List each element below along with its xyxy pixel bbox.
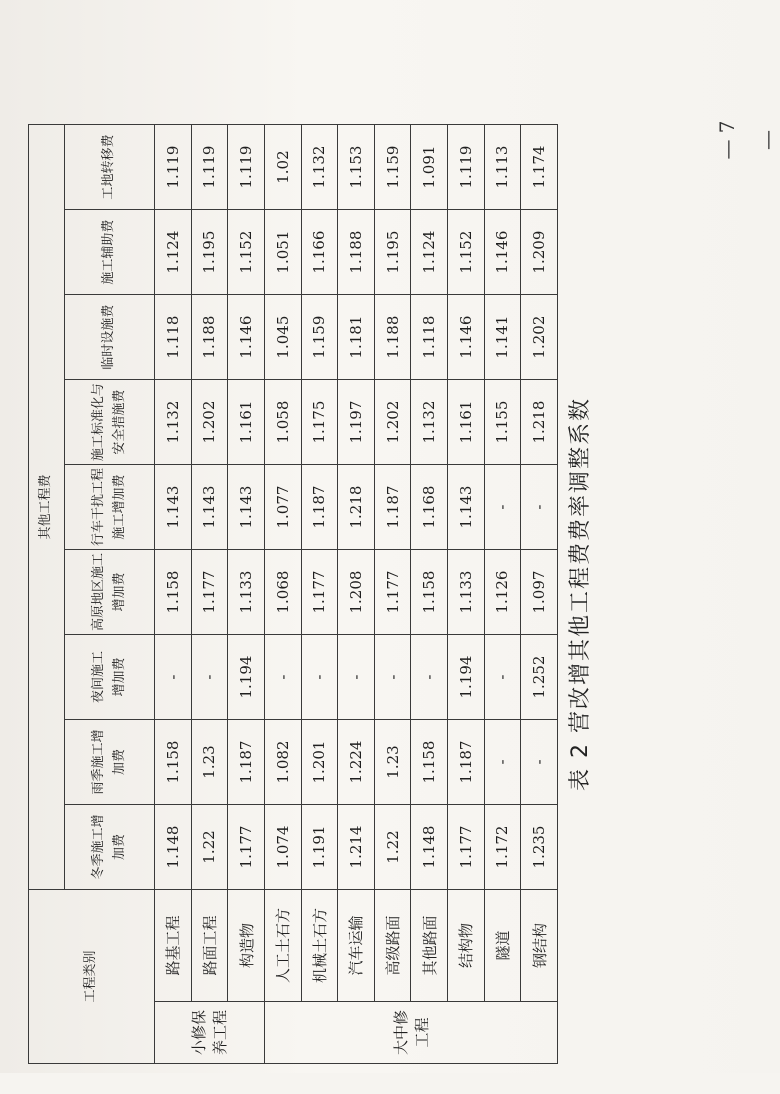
header-col-temporary: 临时设施费 [65,295,155,380]
cell: 1.146 [448,295,485,380]
cell: 1.161 [228,380,265,465]
cell: 1.143 [228,465,265,550]
cell: 1.194 [228,635,265,720]
cell: 1.132 [411,380,448,465]
table-row [448,125,485,1064]
cell: 1.159 [374,125,411,210]
header-col-auxiliary: 施工辅助费 [65,210,155,295]
cell: 1.118 [155,295,192,380]
row-label: 路面工程 [191,889,228,1001]
cell: - [338,635,375,720]
cell: 1.077 [264,465,301,550]
cell: 1.209 [521,210,558,295]
cell: 1.23 [191,720,228,805]
header-group-other-costs: 其他工程费 [29,125,65,890]
cell: - [264,635,301,720]
cell: 1.195 [191,210,228,295]
cell: 1.132 [301,125,338,210]
row-label: 高级路面 [374,889,411,1001]
cell: 1.208 [338,550,375,635]
table-row [191,125,228,1064]
cell: 1.119 [448,125,485,210]
cell: - [374,635,411,720]
table-row [521,125,558,1064]
cell: - [484,465,521,550]
cell: 1.155 [484,380,521,465]
group-label-major-repair: 大中修 工程 [264,1002,557,1064]
cell: 1.177 [228,805,265,890]
cell: 1.119 [155,125,192,210]
cell: 1.068 [264,550,301,635]
cell: 1.158 [155,550,192,635]
cell: - [521,720,558,805]
cell: - [411,635,448,720]
cell: 1.118 [411,295,448,380]
cell: 1.187 [374,465,411,550]
cell: 1.152 [228,210,265,295]
cell: 1.153 [338,125,375,210]
cell: 1.195 [374,210,411,295]
cell: 1.191 [301,805,338,890]
row-label: 结构物 [448,889,485,1001]
cell: 1.119 [228,125,265,210]
cell: 1.187 [301,465,338,550]
rotated-table-page [0,94,618,1094]
cell: 1.174 [521,125,558,210]
row-label: 构造物 [228,889,265,1001]
table-row [301,125,338,1064]
cell: - [191,635,228,720]
page-number: — 7 — [715,120,779,160]
cell: 1.097 [521,550,558,635]
table-title: 表 2 营改增其他工程费费率调整系数 [568,397,593,791]
cell: 1.177 [374,550,411,635]
cell: 1.214 [338,805,375,890]
header-col-transfer: 工地转移费 [65,125,155,210]
cell: 1.133 [448,550,485,635]
cell: 1.252 [521,635,558,720]
header-col-night: 夜间施工 增加费 [65,635,155,720]
cell: 1.158 [155,720,192,805]
row-label: 其他路面 [411,889,448,1001]
row-label: 机械土石方 [301,889,338,1001]
cell: 1.22 [374,805,411,890]
cell: 1.188 [374,295,411,380]
cell: 1.082 [264,720,301,805]
row-label: 人工土石方 [264,889,301,1001]
header-category: 工程类别 [29,889,155,1063]
cell: 1.172 [484,805,521,890]
cell: 1.045 [264,295,301,380]
cell: 1.124 [411,210,448,295]
cell: 1.126 [484,550,521,635]
cell: 1.166 [301,210,338,295]
table-row [374,125,411,1064]
header-col-winter: 冬季施工增 加费 [65,805,155,890]
cell: 1.148 [411,805,448,890]
cell: 1.187 [448,720,485,805]
table-row [411,125,448,1064]
header-col-rain: 雨季施工增 加费 [65,720,155,805]
cell: 1.148 [155,805,192,890]
cell: 1.051 [264,210,301,295]
cell: - [484,720,521,805]
cell: 1.119 [191,125,228,210]
row-label: 路基工程 [155,889,192,1001]
cell: 1.161 [448,380,485,465]
row-label: 汽车运输 [338,889,375,1001]
cell: 1.133 [228,550,265,635]
cell: - [155,635,192,720]
cell: 1.202 [374,380,411,465]
cell: 1.141 [484,295,521,380]
cell: 1.187 [228,720,265,805]
cell: 1.177 [448,805,485,890]
cell: 1.158 [411,550,448,635]
cell: - [521,465,558,550]
row-label: 隧道 [484,889,521,1001]
cell: 1.235 [521,805,558,890]
cell: 1.202 [521,295,558,380]
cell: 1.091 [411,125,448,210]
cell: - [301,635,338,720]
cell: 1.143 [155,465,192,550]
cell: 1.132 [155,380,192,465]
cell: 1.074 [264,805,301,890]
header-col-safety: 施工标准化与 安全措施费 [65,380,155,465]
group-label-maintenance: 小修保 养工程 [155,1002,265,1064]
cell: 1.143 [191,465,228,550]
row-label: 钢结构 [521,889,558,1001]
table-row [264,125,301,1064]
cell: 1.159 [301,295,338,380]
cell: 1.124 [155,210,192,295]
cell: 1.188 [191,295,228,380]
cell: 1.197 [338,380,375,465]
table-row [155,125,192,1064]
header-col-traffic: 行车干扰工程 施工增加费 [65,465,155,550]
cell: 1.113 [484,125,521,210]
cell: 1.143 [448,465,485,550]
cell: 1.202 [191,380,228,465]
header-col-plateau: 高原地区施工 增加费 [65,550,155,635]
cell: 1.201 [301,720,338,805]
cell: 1.02 [264,125,301,210]
cell: 1.188 [338,210,375,295]
adjustment-coefficient-table [28,124,558,1064]
cell: 1.158 [411,720,448,805]
cell: 1.152 [448,210,485,295]
table-row [228,125,265,1064]
cell: 1.168 [411,465,448,550]
cell: 1.218 [338,465,375,550]
cell: 1.181 [338,295,375,380]
cell: 1.146 [484,210,521,295]
cell: - [484,635,521,720]
cell: 1.23 [374,720,411,805]
cell: 1.175 [301,380,338,465]
cell: 1.177 [301,550,338,635]
cell: 1.22 [191,805,228,890]
cell: 1.194 [448,635,485,720]
table-row [484,125,521,1064]
cell: 1.224 [338,720,375,805]
table-row [338,125,375,1064]
cell: 1.146 [228,295,265,380]
cell: 1.058 [264,380,301,465]
cell: 1.177 [191,550,228,635]
cell: 1.218 [521,380,558,465]
